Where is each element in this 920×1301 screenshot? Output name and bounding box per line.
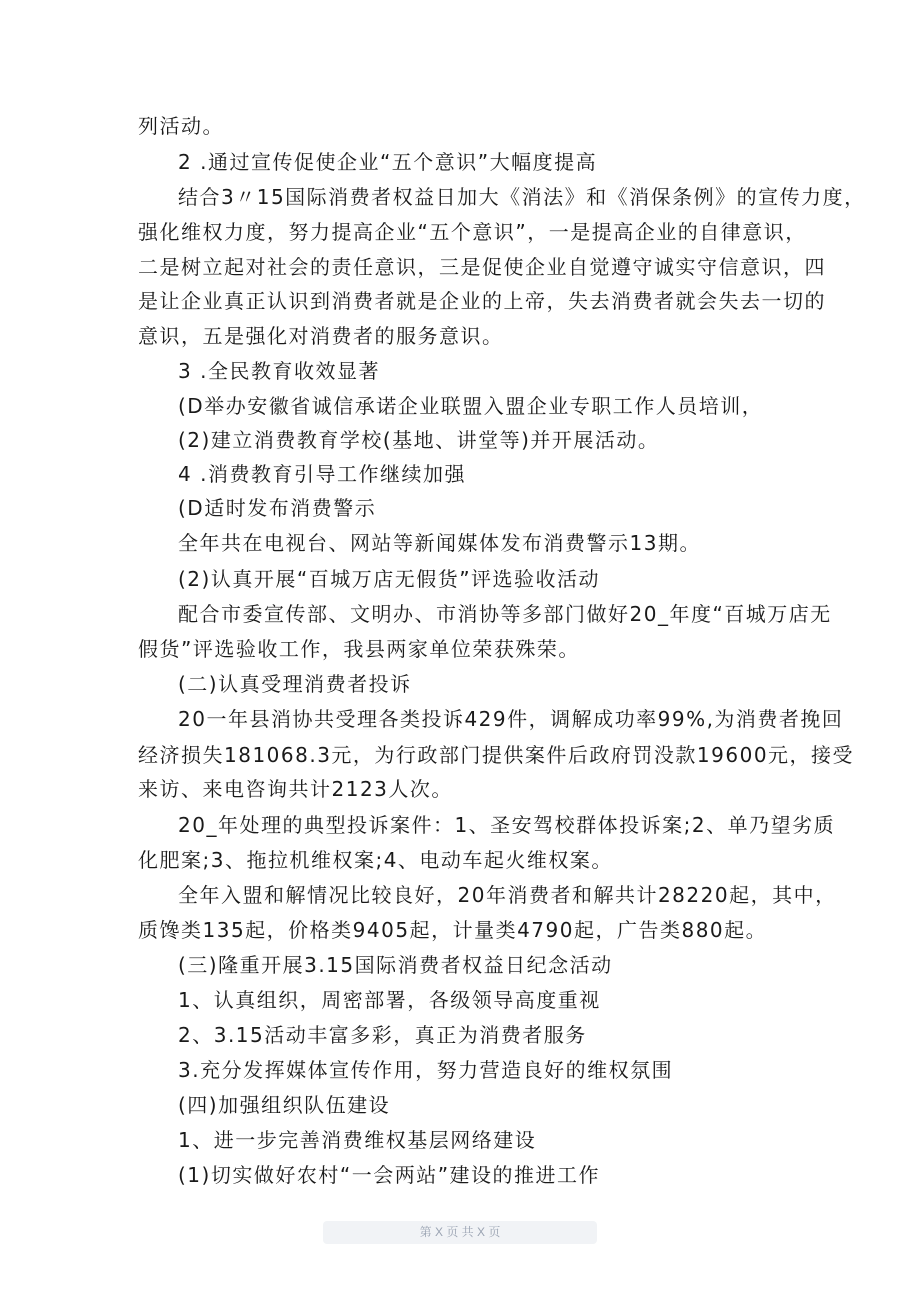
text-line: 列活动。 xyxy=(138,114,224,138)
list-item: (D适时发布消费警示 xyxy=(178,496,377,520)
paragraph-line: 全年共在电视台、网站等新闻媒体发布消费警示13期。 xyxy=(178,531,701,555)
paragraph-line: 配合市委宣传部、文明办、市消协等多部门做好20_年度“百城万店无 xyxy=(178,602,832,626)
paragraph-line: 经济损失181068.3元，为行政部门提供案件后政府罚没款19600元，接受 xyxy=(138,743,855,767)
paragraph-line: 二是树立起对社会的责任意识，三是促使企业自觉遵守诚实守信意识，四 xyxy=(138,255,826,279)
paragraph-line: 全年入盟和解情况比较良好，20年消费者和解共计28220起，其中， xyxy=(178,883,837,907)
section-heading: (四)加强组织队伍建设 xyxy=(178,1093,391,1117)
paragraph-line: 假货”评选验收工作，我县两家单位荣获殊荣。 xyxy=(138,637,580,661)
paragraph-line: 化肥案;3、拖拉机维权案;4、电动车起火维权案。 xyxy=(138,848,613,872)
list-item: 3.充分发挥媒体宣传作用，努力营造良好的维权氛围 xyxy=(178,1058,674,1082)
list-item: 1、认真组织，周密部署，各级领导高度重视 xyxy=(178,988,601,1012)
list-item: 1、进一步完善消费维权基层网络建设 xyxy=(178,1128,537,1152)
list-item: 2、3.15活动丰富多彩，真正为消费者服务 xyxy=(178,1023,587,1047)
page-footer-watermark: 第 X 页 共 X 页 xyxy=(323,1221,597,1244)
paragraph-line: 20一年县消协共受理各类投诉429件，调解成功率99%,为消费者挽回 xyxy=(178,707,844,731)
list-item: (D举办安徽省诚信承诺企业联盟入盟企业专职工作人员培训， xyxy=(178,394,764,418)
paragraph-line: 来访、来电咨询共计2123人次。 xyxy=(138,777,453,801)
list-item: (2)认真开展“百城万店无假货”评选验收活动 xyxy=(178,567,601,591)
paragraph-line: 强化维权力度，努力提高企业“五个意识”，一是提高企业的自律意识， xyxy=(138,220,807,244)
section-heading: 4 .消费教育引导工作继续加强 xyxy=(178,462,466,486)
paragraph-line: 20_年处理的典型投诉案件：1、圣安驾校群体投诉案;2、单乃望劣质 xyxy=(178,813,836,837)
section-heading: 2 .通过宣传促使企业“五个意识”大幅度提高 xyxy=(178,150,598,174)
paragraph-line: 质馋类135起，价格类9405起，计量类4790起，广告类880起。 xyxy=(138,918,768,942)
paragraph-line: 意识，五是强化对消费者的服务意识。 xyxy=(138,324,504,348)
list-item: (1)切实做好农村“一会两站”建设的推进工作 xyxy=(178,1163,601,1187)
paragraph-line: 结合3〃15国际消费者权益日加大《消法》和《消保条例》的宣传力度， xyxy=(178,185,866,209)
section-heading: (三)隆重开展3.15国际消费者权益日纪念活动 xyxy=(178,953,613,977)
section-heading: 3 .全民教育收效显著 xyxy=(178,359,380,383)
list-item: (2)建立消费教育学校(基地、讲堂等)并开展活动。 xyxy=(178,428,660,452)
section-heading: (二)认真受理消费者投诉 xyxy=(178,672,412,696)
paragraph-line: 是让企业真正认识到消费者就是企业的上帝，失去消费者就会失去一切的 xyxy=(138,289,826,313)
